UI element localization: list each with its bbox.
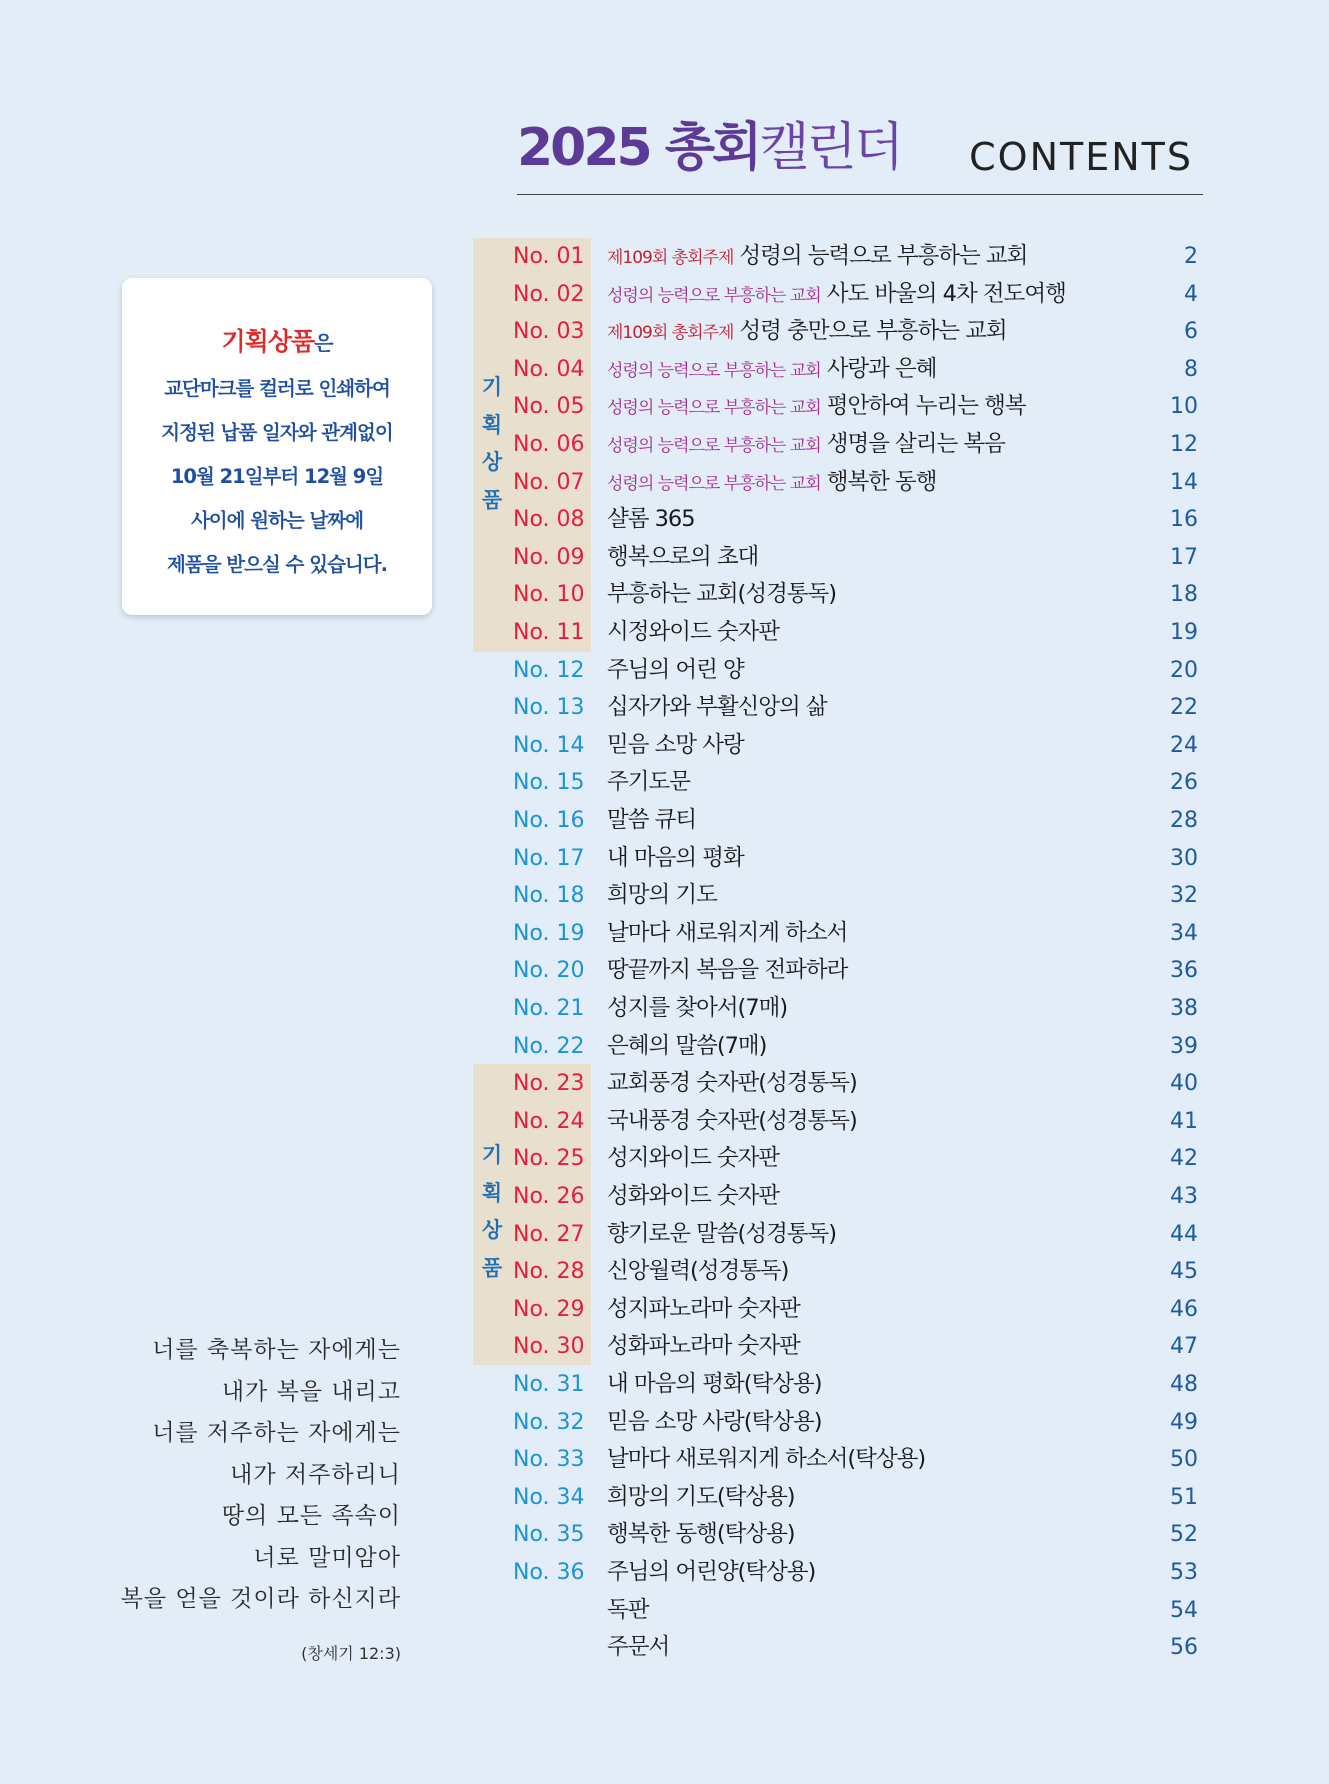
item-title: 성지와이드 숫자판 — [607, 1145, 780, 1172]
item-title: 행복으로의 초대 — [607, 543, 759, 570]
item-number: No. 11 — [513, 620, 585, 645]
item-page-number: 34 — [1170, 920, 1198, 946]
item-number: No. 25 — [513, 1146, 585, 1172]
contents-row[interactable] — [473, 727, 1198, 765]
verse-line: 너를 축복하는 자에게는 — [152, 1337, 401, 1363]
contents-row[interactable] — [473, 652, 1198, 690]
item-title-group — [607, 426, 1005, 466]
item-number: No. 18 — [513, 883, 585, 909]
contents-row[interactable] — [473, 1328, 1198, 1366]
item-title: 날마다 새로워지게 하소서 — [607, 919, 848, 946]
item-number: No. 30 — [513, 1334, 585, 1360]
contents-row[interactable] — [473, 351, 1198, 389]
item-number: No. 07 — [513, 469, 585, 495]
item-number: No. 06 — [513, 432, 585, 457]
item-number: No. 26 — [513, 1184, 585, 1209]
contents-row[interactable] — [473, 1140, 1198, 1178]
item-number: No. 05 — [513, 394, 585, 420]
item-number: No. 33 — [513, 1447, 585, 1473]
item-title: 평안하여 누리는 행복 — [826, 393, 1026, 420]
item-title-group — [607, 1404, 821, 1442]
item-title-group — [607, 1441, 925, 1479]
item-title-group — [607, 1592, 648, 1630]
item-title-group — [607, 1366, 821, 1404]
contents-row[interactable] — [473, 1366, 1198, 1404]
item-page-number: 48 — [1170, 1372, 1198, 1397]
item-title-group — [607, 1554, 815, 1592]
contents-row[interactable] — [473, 1253, 1198, 1291]
item-theme-prefix: 성령의 능력으로 부흥하는 교회 — [607, 285, 821, 306]
contents-row[interactable] — [473, 539, 1198, 577]
verse-line: 내가 저주하리니 — [230, 1461, 401, 1488]
item-page-number: 42 — [1170, 1146, 1198, 1172]
contents-row[interactable] — [473, 426, 1198, 464]
item-theme-prefix: 제109회 총회주제 — [607, 323, 734, 344]
item-title: 행복한 동행 — [826, 468, 937, 495]
item-number: No. 31 — [513, 1372, 585, 1397]
item-title: 국내풍경 숫자판(성경통독) — [607, 1107, 857, 1134]
item-page-number: 46 — [1170, 1296, 1198, 1322]
item-number: No. 04 — [513, 356, 585, 382]
item-number: No. 15 — [513, 770, 585, 796]
item-page-number: 43 — [1170, 1184, 1198, 1209]
item-page-number: 6 — [1184, 319, 1198, 345]
item-title: 사랑과 은혜 — [826, 355, 937, 382]
item-title: 샬롬 365 — [607, 506, 695, 533]
item-number: No. 24 — [513, 1108, 585, 1134]
item-title: 희망의 기도(탁상용) — [607, 1483, 795, 1510]
notice-highlight-suffix: 은 — [314, 331, 333, 355]
item-number: No. 02 — [513, 281, 585, 307]
item-title: 성지를 찾아서(7매) — [607, 995, 788, 1021]
item-number: No. 20 — [513, 958, 585, 984]
item-title-group — [607, 464, 937, 504]
verse-line: 내가 복을 내리고 — [221, 1378, 401, 1405]
notice-highlight: 기획상품 — [221, 327, 315, 356]
item-theme-prefix: 성령의 능력으로 부흥하는 교회 — [607, 360, 821, 381]
item-title-group — [607, 727, 744, 765]
item-number: No. 36 — [513, 1560, 585, 1585]
label-char: 상 — [481, 1218, 503, 1242]
item-page-number: 44 — [1170, 1221, 1198, 1247]
item-page-number: 41 — [1170, 1108, 1198, 1134]
label-char: 획 — [481, 412, 503, 437]
item-title: 사도 바울의 4차 전도여행 — [826, 280, 1066, 307]
item-number: No. 29 — [513, 1296, 585, 1322]
item-page-number: 52 — [1170, 1522, 1198, 1548]
item-title-group — [607, 915, 847, 953]
item-number: No. 09 — [513, 544, 585, 570]
title-light: 캘린더 — [759, 118, 901, 178]
item-theme-prefix: 성령의 능력으로 부흥하는 교회 — [607, 473, 821, 494]
item-page-number: 22 — [1170, 695, 1198, 721]
item-theme-prefix: 성령의 능력으로 부흥하는 교회 — [607, 436, 821, 456]
item-title-group — [607, 1178, 779, 1216]
item-title-group — [607, 388, 1026, 428]
contents-row[interactable] — [473, 990, 1198, 1028]
contents-row[interactable] — [473, 952, 1198, 990]
contents-row[interactable] — [473, 614, 1198, 652]
item-page-number: 39 — [1170, 1033, 1198, 1059]
contents-row[interactable] — [473, 576, 1198, 614]
item-title: 내 마음의 평화(탁상용) — [607, 1371, 822, 1397]
item-number: No. 08 — [513, 507, 585, 533]
item-title-group — [607, 689, 827, 727]
item-title-group — [607, 1516, 795, 1554]
verse-line: 복을 얻을 것이라 하신지라 — [120, 1586, 401, 1612]
item-title-group — [607, 1216, 836, 1254]
contents-row[interactable] — [473, 1065, 1198, 1103]
item-page-number: 12 — [1170, 432, 1198, 457]
item-page-number: 51 — [1170, 1484, 1198, 1510]
item-title-group — [607, 539, 758, 577]
item-title-group — [607, 1291, 800, 1329]
item-number: No. 01 — [513, 244, 585, 269]
item-page-number: 49 — [1170, 1409, 1198, 1435]
item-title: 희망의 기도 — [607, 882, 717, 909]
item-title-group — [607, 1103, 857, 1141]
item-title-group — [607, 351, 937, 391]
item-number: No. 22 — [513, 1033, 585, 1059]
contents-row[interactable] — [473, 313, 1198, 351]
item-title-group — [607, 840, 744, 878]
verse-line: 너를 저주하는 자에게는 — [152, 1420, 401, 1446]
item-page-number: 20 — [1170, 657, 1198, 683]
label-char: 상 — [481, 450, 503, 474]
item-page-number: 19 — [1170, 620, 1198, 645]
item-title: 독판 — [607, 1596, 649, 1623]
item-title-group — [607, 313, 1007, 353]
contents-header — [517, 112, 1203, 195]
item-page-number: 26 — [1170, 770, 1198, 796]
item-title-group — [607, 1028, 766, 1066]
item-theme-prefix: 성령의 능력으로 부흥하는 교회 — [607, 398, 821, 419]
contents-row[interactable] — [473, 1178, 1198, 1216]
item-title: 주님의 어린양(탁상용) — [607, 1559, 816, 1585]
item-title-group — [607, 1629, 669, 1667]
item-number: No. 19 — [513, 920, 585, 946]
item-page-number: 50 — [1170, 1447, 1198, 1473]
item-page-number: 10 — [1170, 394, 1198, 420]
item-number: No. 10 — [513, 582, 585, 608]
notice-line: 교단마크를 컬러로 인쇄하여 — [164, 377, 390, 400]
contents-row[interactable] — [473, 1291, 1198, 1329]
contents-row[interactable] — [473, 764, 1198, 802]
title-bold: 2025 총회 — [517, 118, 760, 178]
item-number: No. 12 — [513, 657, 585, 683]
item-title: 믿음 소망 사랑(탁상용) — [607, 1408, 822, 1435]
contents-row[interactable] — [473, 1629, 1198, 1667]
item-title: 생명을 살리는 복음 — [826, 431, 1005, 457]
item-number: No. 28 — [513, 1259, 585, 1285]
item-title: 시정와이드 숫자판 — [607, 619, 780, 645]
item-title-group — [607, 1328, 800, 1366]
item-title-group — [607, 990, 787, 1028]
item-title: 믿음 소망 사랑 — [607, 731, 744, 758]
contents-row[interactable] — [473, 276, 1198, 314]
contents-row[interactable] — [473, 501, 1198, 539]
label-char: 품 — [481, 1255, 503, 1280]
item-page-number: 56 — [1170, 1635, 1198, 1661]
item-title: 날마다 새로워지게 하소서(탁상용) — [607, 1446, 926, 1473]
item-title: 신앙월력(성경통독) — [607, 1258, 789, 1285]
item-page-number: 47 — [1170, 1334, 1198, 1360]
planned-products-notice — [122, 278, 432, 615]
verse-line: 땅의 모든 족속이 — [221, 1503, 401, 1529]
item-title-group — [607, 877, 717, 915]
item-page-number: 45 — [1170, 1259, 1198, 1285]
item-theme-prefix: 제109회 총회주제 — [607, 248, 734, 268]
item-title: 말씀 큐티 — [607, 807, 697, 833]
item-number: No. 35 — [513, 1522, 585, 1548]
item-title: 향기로운 말씀(성경통독) — [607, 1220, 837, 1247]
item-page-number: 8 — [1184, 356, 1198, 382]
contents-row[interactable] — [473, 1592, 1198, 1630]
notice-line: 제품을 받으실 수 있습니다. — [167, 553, 387, 576]
item-title-group — [607, 576, 836, 614]
notice-line: 지정된 납품 일자와 관계없이 — [161, 421, 393, 444]
item-title-group — [607, 1253, 788, 1291]
item-title: 교회풍경 숫자판(성경통독) — [607, 1070, 857, 1097]
contents-row[interactable] — [473, 1479, 1198, 1517]
item-title-group — [607, 501, 695, 539]
item-number: No. 16 — [513, 808, 585, 833]
label-char: 기 — [481, 375, 503, 399]
item-number: No. 03 — [513, 319, 585, 345]
item-page-number: 54 — [1170, 1597, 1198, 1623]
contents-row[interactable] — [473, 1554, 1198, 1592]
notice-line: 10월 21일부터 12월 9일 — [170, 465, 384, 488]
item-page-number: 38 — [1170, 996, 1198, 1021]
scripture-verse — [121, 1330, 401, 1664]
item-number: No. 32 — [513, 1409, 585, 1435]
contents-row[interactable] — [473, 1516, 1198, 1554]
item-title: 성지파노라마 숫자판 — [607, 1295, 800, 1322]
item-number: No. 34 — [513, 1484, 585, 1510]
item-number: No. 21 — [513, 996, 585, 1021]
contents-row[interactable] — [473, 802, 1198, 840]
item-title-group — [607, 1140, 779, 1178]
label-char: 기 — [481, 1143, 503, 1167]
item-title: 주님의 어린 양 — [607, 656, 744, 683]
item-page-number: 28 — [1170, 808, 1198, 833]
item-title: 행복한 동행(탁상용) — [607, 1521, 795, 1548]
item-title: 성령의 능력으로 부흥하는 교회 — [739, 243, 1028, 269]
item-title-group — [607, 276, 1066, 316]
item-page-number: 18 — [1170, 582, 1198, 608]
item-page-number: 40 — [1170, 1071, 1198, 1097]
item-title: 부흥하는 교회(성경통독) — [607, 581, 837, 608]
item-page-number: 4 — [1184, 281, 1198, 307]
item-title-group — [607, 1065, 857, 1103]
contents-row[interactable] — [473, 238, 1198, 276]
item-number: No. 14 — [513, 732, 585, 758]
item-number: No. 17 — [513, 845, 585, 871]
contents-label: CONTENTS — [969, 135, 1193, 179]
item-title: 주기도문 — [607, 769, 690, 796]
contents-row[interactable] — [473, 1028, 1198, 1066]
verse-reference: (창세기 12:3) — [301, 1643, 401, 1663]
contents-row[interactable] — [473, 840, 1198, 878]
item-title: 주문서 — [607, 1634, 670, 1661]
item-title-group — [607, 764, 690, 802]
item-title: 성화와이드 숫자판 — [607, 1183, 780, 1209]
calendar-title — [517, 118, 901, 178]
contents-row[interactable] — [473, 1441, 1198, 1479]
item-page-number: 32 — [1170, 883, 1198, 909]
contents-row[interactable] — [473, 464, 1198, 502]
item-page-number: 36 — [1170, 958, 1198, 984]
item-title: 십자가와 부활신앙의 삶 — [607, 694, 827, 721]
label-char: 품 — [481, 487, 503, 512]
item-title: 은혜의 말씀(7매) — [607, 1032, 767, 1059]
contents-row[interactable] — [473, 1404, 1198, 1442]
item-number: No. 13 — [513, 695, 585, 721]
item-page-number: 17 — [1170, 544, 1198, 570]
item-title-group — [607, 802, 696, 840]
contents-row[interactable] — [473, 877, 1198, 915]
contents-row[interactable] — [473, 689, 1198, 727]
item-title: 땅끝까지 복음을 전파하라 — [607, 957, 848, 984]
contents-row[interactable] — [473, 388, 1198, 426]
item-title-group — [607, 652, 744, 690]
item-page-number: 14 — [1170, 469, 1198, 495]
label-char: 획 — [481, 1180, 503, 1205]
verse-line: 너로 말미암아 — [253, 1544, 401, 1571]
item-title: 성화파노라마 숫자판 — [607, 1333, 800, 1360]
contents-row[interactable] — [473, 1216, 1198, 1254]
item-page-number: 24 — [1170, 732, 1198, 758]
item-title-group — [607, 952, 847, 990]
item-page-number: 30 — [1170, 845, 1198, 871]
item-title-group — [607, 614, 779, 652]
contents-row[interactable] — [473, 915, 1198, 953]
contents-row[interactable] — [473, 1103, 1198, 1141]
item-title-group — [607, 238, 1027, 278]
item-page-number: 2 — [1184, 244, 1198, 269]
notice-line: 사이에 원하는 날짜에 — [190, 509, 364, 532]
item-title-group — [607, 1479, 795, 1517]
item-page-number: 53 — [1170, 1560, 1198, 1585]
item-number: No. 27 — [513, 1221, 585, 1247]
item-title: 성령 충만으로 부흥하는 교회 — [739, 318, 1007, 345]
notice-heading — [122, 322, 432, 358]
item-number: No. 23 — [513, 1071, 585, 1097]
item-page-number: 16 — [1170, 507, 1198, 533]
item-title: 내 마음의 평화 — [607, 844, 744, 871]
